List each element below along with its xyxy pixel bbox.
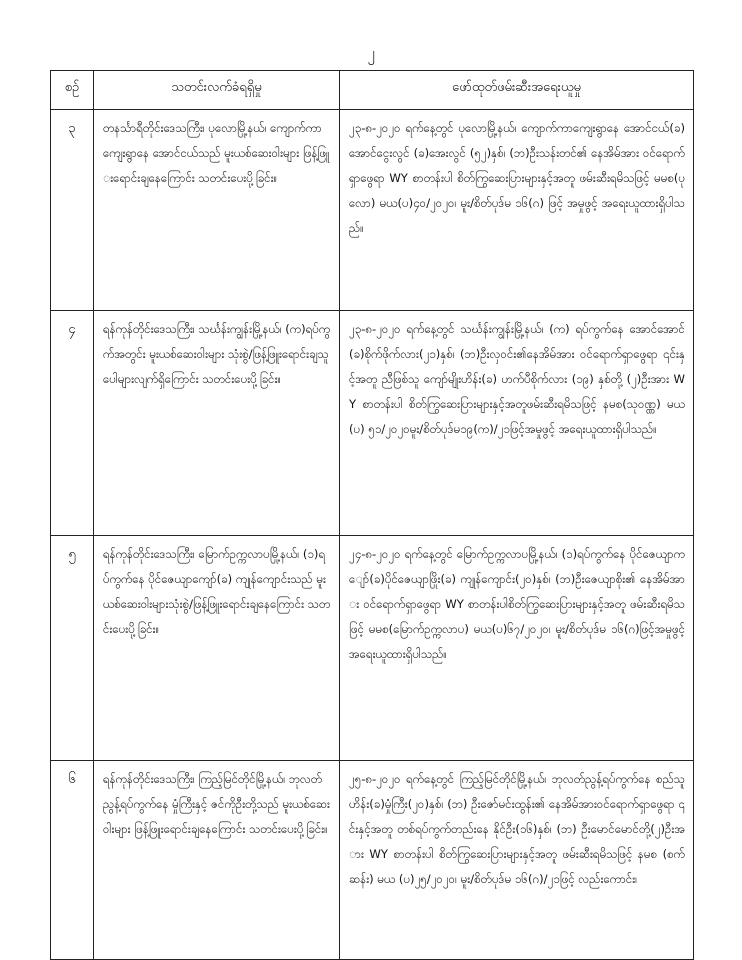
row-action: ၂၃-၈-၂၀၂၀ ရက်နေ့တွင် သင်္ဃန်းကျွန်းမြို့နယ်၊ (က) ရပ်ကွက်နေ အောင်အောင်(ခ)စိုက်ဖိုက်လား(၂၁)နှစ်၊ (ဘ)ဦးလှဝင်း၏နေအိမ်အား ဝင်ရောက်ရှာဖွေရာ ၎င်းနှင့်အတူ ညီဖြစ်သူ ကျော်မျိုးဟိန်း(ခ) ဟက်ပီစိုက်လား (၁၉) နှစ်တို့ (၂)ဦးအား WY စာတန်းပါ စိတ်ကြွဆေးပြားများနှင့်အတူဖမ်းဆီးရမိသဖြင့် နမစ(သုဝဏ္ဏ) မယ(ပ) ၅၁/၂၀၂၀မူး/စိတ်ပုဒ်မ၁၉(က)/၂၁ဖြင့်အမှုဖွင့် အရေးယူထားရှိပါသည်။ [340, 311, 694, 536]
header-info-received: သတင်းလက်ခံရရှိမှု [94, 71, 340, 110]
row-action: ၂၃-၈-၂၀၂၀ ရက်နေ့တွင် ပုလောမြို့နယ်၊ ကျောက်ကာကျေးရွာနေ အောင်ငယ်(ခ) အောင်ငွေးလွင် (ခ)အေးလွင် (၅၂)နှစ်၊ (ဘ)ဦးသန်းတင်၏ နေအိမ်အား ဝင်ရောက်ရှာဖွေရာ WY စာတန်းပါ စိတ်ကြွဆေးပြားများနှင့်အတူ ဖမ်းဆီးရမိသဖြင့် မမစ(ပုလော) မယ(ပ)၄၀/၂၀၂၀၊ မူး/စိတ်ပုဒ်မ ၁၆(ဂ) ဖြင့် အမှုဖွင့် အရေးယူထားရှိပါသည်။ [340, 110, 694, 311]
table-row [51, 761, 694, 960]
row-number: ၃ [51, 110, 94, 311]
table-row [51, 536, 694, 761]
row-info: တနင်္သာရီတိုင်းဒေသကြီး၊ ပုလောမြို့နယ်၊ ကျောက်ကာကျေးရွာနေ အောင်ငယ်သည် မူးယစ်ဆေးဝါးများ ဖြန့်ဖြူးရောင်းချနေကြောင်း သတင်းပေးပို့ခြင်း။ [94, 110, 340, 311]
row-number: ၄ [51, 311, 94, 536]
page-number: ၂ [367, 44, 375, 62]
table-row [51, 110, 694, 311]
header-action-taken: ဖော်ထုတ်ဖမ်းဆီးအရေးယူမှု [340, 71, 694, 110]
row-action: ၂၄-၈-၂၀၂၀ ရက်နေ့တွင် မြောက်ဥက္ကလာပမြို့နယ်၊ (၁)ရပ်ကွက်နေ ပိုင်ဇေယျာကျော်(ခ)ပိုင်ဇေယျာဖြိုး(ခ) ကျုန်ကျောင်း(၂၀)နှစ်၊ (ဘ)ဦးဇေယျာစိုး၏ နေအိမ်အား ဝင်ရောက်ရှာဖွေရာ WY စာတန်းပါစိတ်ကြွဆေးပြားများနှင့်အတူ ဖမ်းဆီးရမိသဖြင့် မမစ(မြောက်ဥက္ကလာပ) မယ(ပ)၆၇/၂၀၂၀၊ မူး/စိတ်ပုဒ်မ ၁၆(ဂ)ဖြင့်အမှုဖွင့် အရေးယူထားရှိပါသည်။ [340, 536, 694, 761]
table-row [51, 311, 694, 536]
row-info: ရန်ကုန်တိုင်းဒေသကြီး၊ မြောက်ဥက္ကလာပမြို့နယ်၊ (၁)ရပ်ကွက်နေ ပိုင်ဇေယျာကျော်(ခ) ကျုန်ကျောင်းသည် မူးယစ်ဆေးဝါးများသုံးစွဲ/ဖြန့်ဖြူးရောင်းချနေကြောင်း သတင်းပေးပို့ခြင်း။ [94, 536, 340, 761]
header-serial: စဉ် [51, 71, 94, 110]
row-info: ရန်ကုန်တိုင်းဒေသကြီး၊ သင်္ဃန်းကျွန်းမြို့နယ်၊ (က)ရပ်ကွက်အတွင်း မူးယစ်ဆေးဝါးများ သုံးစွဲ/ဖြန့်ဖြူးရောင်းချသူ ပေါများလျက်ရှိကြောင်း သတင်းပေးပို့ခြင်း။ [94, 311, 340, 536]
row-action: ၂၅-၈-၂၀၂၀ ရက်နေ့တွင် ကြည့်မြင်တိုင်မြို့နယ်၊ ဘုလတ်ညွန့်ရပ်ကွက်နေ စည်သူဟိန်း(ခ)မှုံကြီး(၂၀)နှစ်၊ (ဘ) ဦးဇော်မင်းထွန်း၏ နေအိမ်အားဝင်ရောက်ရှာဖွေရာ ၎င်းနှင့်အတူ တစ်ရပ်ကွက်တည်းနေ နိုင်ဦး(၁၆)နှစ်၊ (ဘ) ဦးမောင်မောင်တို့(၂)ဦးအား WY စာတန်းပါ စိတ်ကြွဆေးပြားများနှင့်အတူ ဖမ်းဆီးရမိသဖြင့် နမစ (စက်ဆန်း) မယ (ပ)၂၅/၂၀၂၀၊ မူး/စိတ်ပုဒ်မ ၁၆(ဂ)/၂၁ဖြင့် လည်းကောင်း၊ [340, 761, 694, 960]
row-number: ၅ [51, 536, 94, 761]
row-info: ရန်ကုန်တိုင်းဒေသကြီး၊ ကြည့်မြင်တိုင်မြို့နယ်၊ ဘုလတ်ညွန့်ရပ်ကွက်နေ မှုံကြီးနှင့် ဇင်ကိုဦးတို့သည် မူးယစ်ဆေးဝါးများ ဖြန့်ဖြူးရောင်းချနေကြောင်း သတင်းပေးပို့ခြင်း။ [94, 761, 340, 960]
row-number: ၆ [51, 761, 94, 960]
table-header-row [51, 71, 694, 110]
report-table [50, 70, 694, 960]
